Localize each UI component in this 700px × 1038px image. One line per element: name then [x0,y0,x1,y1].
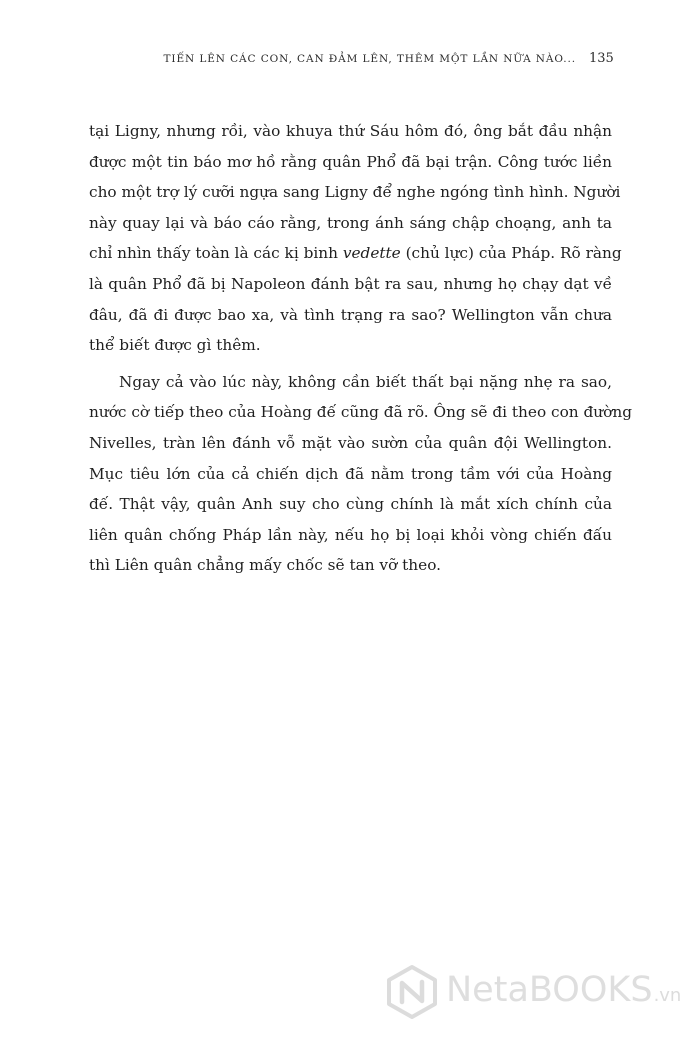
watermark-text [446,970,681,1010]
paragraph-line [89,238,622,269]
netabooks-watermark [384,962,684,1022]
page-number: 135 [589,51,614,66]
paragraph-line: Nivelles, tràn lên đánh vỗ mặt vào sườn của quân đội Wellington. [89,433,612,452]
paragraph-line: thể biết được gì thêm. [89,336,261,355]
netabooks-logo-icon [384,964,440,1020]
paragraph-2 [89,367,633,581]
running-header [0,50,700,74]
paragraph-line: đế. Thật vậy, quân Anh suy cho cùng chính là mắt xích chính của [89,495,612,514]
paragraph-line: là quân Phổ đã bị Napoleon đánh bật ra sau, nhưng họ chạy dạt về [89,274,612,293]
paragraph-line: Ngay cả vào lúc này, không cần biết thất bại nặng nhẹ ra sao, [119,372,612,391]
paragraph-line: Mục tiêu lớn của cả chiến dịch đã nằm trong tầm với của Hoàng [89,464,612,483]
running-header-title: TIẾN LÊN CÁC CON, CAN ĐẢM LÊN, THÊM MỘT LẦN NỮA NÀO... [163,53,576,65]
paragraph-1 [89,116,622,361]
paragraph-line: tại Ligny, nhưng rồi, vào khuya thứ Sáu hôm đó, ông bắt đầu nhận [89,122,612,140]
line-text: chỉ nhìn thấy toàn là các kị binh [89,244,343,263]
paragraph-line: cho một trợ lý cưỡi ngựa sang Ligny để nghe ngóng tình hình. Người [89,183,621,202]
paragraph-line: được một tin báo mơ hồ rằng quân Phổ đã bại trận. Công tước liền [89,152,612,171]
watermark-suffix: .vn [653,985,682,1006]
paragraph-line: này quay lại và báo cáo rằng, trong ánh sáng chập choạng, anh ta [89,213,612,232]
watermark-brand: NetaBOOKS [446,970,653,1010]
paragraph-line: liên quân chống Pháp lần này, nếu họ bị loại khỏi vòng chiến đấu [89,525,612,544]
italic-term: vedette [342,244,401,263]
paragraph-line: đâu, đã đi được bao xa, và tình trạng ra sao? Wellington vẫn chưa [89,305,612,324]
paragraph-line: thì Liên quân chẳng mấy chốc sẽ tan vỡ theo. [89,556,442,575]
body-text [89,116,633,581]
paragraph-line: nước cờ tiếp theo của Hoàng đế cũng đã rõ. Ông sẽ đi theo con đường [89,403,633,422]
line-text: (chủ lực) của Pháp. Rõ ràng [400,244,622,263]
